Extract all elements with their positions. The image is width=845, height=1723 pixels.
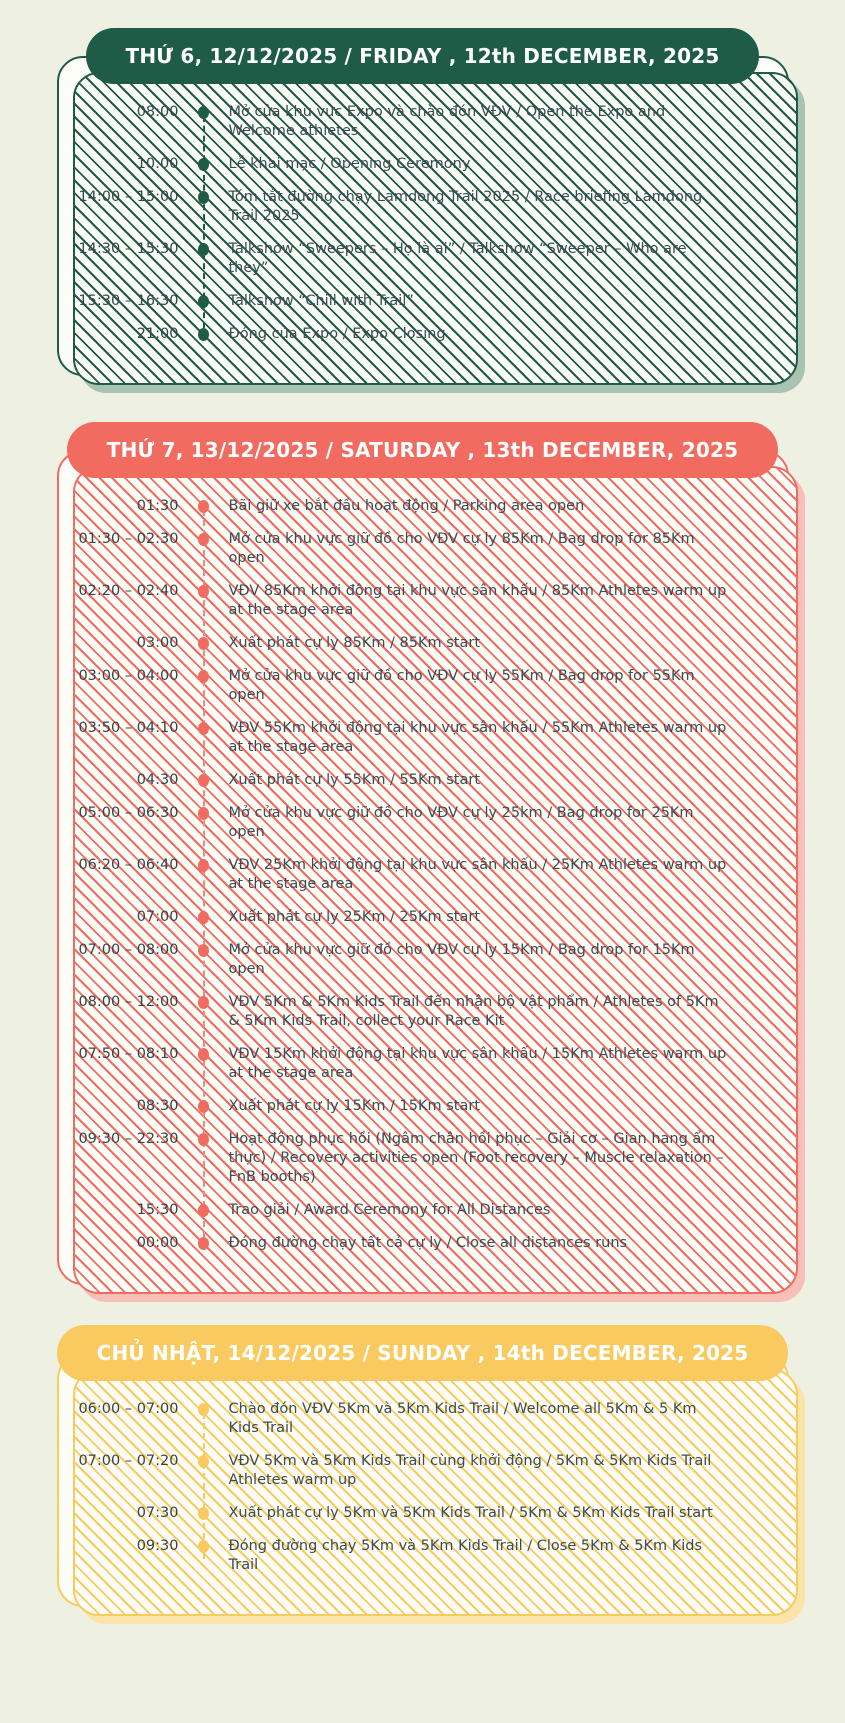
timeline: [59, 1399, 787, 1575]
event-description: VĐV 85Km khởi động tại khu vực sân khấu / 85Km Athletes warm up at the stage area: [228, 583, 727, 618]
event-time: 07:00 – 07:20: [78, 1453, 179, 1469]
timeline-dot-icon: [198, 1455, 209, 1468]
event-row: [59, 803, 787, 842]
event-time: 07:00: [136, 909, 179, 925]
event-description: Đóng đường chạy tất cả cự ly / Close all distances runs: [228, 1235, 628, 1251]
event-time: 06:00 – 07:00: [78, 1401, 179, 1417]
event-row: [59, 1129, 787, 1187]
event-description: Xuất phát cự ly 5Km và 5Km Kids Trail / 5Km & 5Km Kids Trail start: [228, 1505, 713, 1521]
event-description: Xuất phát cự ly 15Km / 15Km start: [228, 1098, 481, 1114]
event-marker: [179, 940, 229, 957]
day-card: [57, 1353, 789, 1607]
event-row: [59, 1536, 787, 1575]
event-marker: [179, 718, 229, 735]
timeline-dot-icon: [198, 859, 209, 872]
timeline-dot-icon: [198, 295, 209, 308]
event-description: Xuất phát cự ly 85Km / 85Km start: [228, 635, 481, 651]
day-card: [57, 56, 789, 376]
day-header-pill: [57, 1325, 789, 1381]
event-description: Chào đón VĐV 5Km và 5Km Kids Trail / Welcome all 5Km & 5 Km Kids Trail: [228, 1401, 697, 1436]
event-description: Xuất phát cự ly 55Km / 55Km start: [228, 772, 481, 788]
timeline-dot-icon: [198, 1540, 209, 1553]
timeline-dot-icon: [198, 500, 209, 513]
event-description: Talkshow “Sweepers – Họ là ai” / Talkshow “Sweeper – Who are they”: [228, 241, 687, 276]
event-time: 15:30 – 16:30: [78, 293, 179, 309]
event-marker: [179, 1096, 229, 1113]
event-description: Hoạt động phục hồi (Ngâm chân hồi phục – Giải cơ – Gian hang ẩm thực) / Recovery activities open (Foot recovery – Muscle relaxation – FnB booths): [228, 1131, 724, 1185]
event-row: [59, 855, 787, 894]
event-time: 03:50 – 04:10: [78, 720, 179, 736]
timeline-dot-icon: [198, 106, 209, 119]
event-time: 03:00: [136, 635, 179, 651]
timeline-dot-icon: [198, 1100, 209, 1113]
day-section-saturday: [57, 422, 789, 1285]
event-time: 08:30: [136, 1098, 179, 1114]
event-row: [59, 1200, 787, 1220]
event-description: VĐV 5Km & 5Km Kids Trail đến nhận bộ vật phẩm / Athletes of 5Km & 5Km Kids Trail, collect your Race Kit: [228, 994, 719, 1029]
timeline-dot-icon: [198, 328, 209, 341]
event-description: Mở cửa khu vực giữ đồ cho VĐV cự ly 55Km / Bag drop for 55Km open: [228, 668, 695, 703]
timeline-dot-icon: [198, 722, 209, 735]
timeline-dot-icon: [198, 158, 209, 171]
day-title: CHỦ NHẬT, 14/12/2025 / SUNDAY , 14th DECEMBER, 2025: [96, 1341, 749, 1365]
event-time: 00:00: [136, 1235, 179, 1251]
timeline: [59, 102, 787, 344]
event-description: Tóm tắt đường chạy Lamdong Trail 2025 / Race briefing Lamdong Trail 2025: [228, 189, 703, 224]
event-description: VĐV 15Km khởi động tại khu vực sân khấu / 15Km Athletes warm up at the stage area: [228, 1046, 727, 1081]
event-marker: [179, 496, 229, 513]
timeline-dot-icon: [198, 944, 209, 957]
event-row: [59, 770, 787, 790]
timeline-dot-icon: [198, 807, 209, 820]
timeline-dot-icon: [198, 585, 209, 598]
event-time: 09:30: [136, 1538, 179, 1554]
event-marker: [179, 291, 229, 308]
timeline-dot-icon: [198, 1507, 209, 1520]
event-row: [59, 907, 787, 927]
event-time: 08:00: [136, 104, 179, 120]
timeline-dot-icon: [198, 191, 209, 204]
event-marker: [179, 1200, 229, 1217]
event-marker: [179, 907, 229, 924]
event-time: 03:00 – 04:00: [78, 668, 179, 684]
timeline-dot-icon: [198, 533, 209, 546]
timeline-dot-icon: [198, 774, 209, 787]
event-description: Talkshow “Chill with Trail”: [228, 293, 414, 309]
event-row: [59, 187, 787, 226]
event-time: 07:50 – 08:10: [78, 1046, 179, 1062]
event-marker: [179, 1129, 229, 1146]
event-time: 21:00: [136, 326, 179, 342]
timeline-dot-icon: [198, 996, 209, 1009]
event-row: [59, 102, 787, 141]
event-row: [59, 633, 787, 653]
timeline-dot-icon: [198, 1237, 209, 1250]
timeline-dot-icon: [198, 1048, 209, 1061]
event-marker: [179, 992, 229, 1009]
schedule: [0, 28, 845, 1607]
event-description: Mở cửa khu vực giữ đồ cho VĐV cự ly 25km / Bag drop for 25Km open: [228, 805, 694, 840]
event-marker: [179, 154, 229, 171]
event-marker: [179, 1399, 229, 1416]
event-description: Đóng đường chạy 5Km và 5Km Kids Trail / Close 5Km & 5Km Kids Trail: [228, 1538, 703, 1573]
event-description: Đóng cửa Expo / Expo Closing: [228, 326, 446, 342]
event-description: VĐV 55Km khởi động tại khu vực sân khấu / 55Km Athletes warm up at the stage area: [228, 720, 727, 755]
event-marker: [179, 1451, 229, 1468]
event-marker: [179, 633, 229, 650]
event-marker: [179, 1503, 229, 1520]
event-time: 07:00 – 08:00: [78, 942, 179, 958]
event-marker: [179, 770, 229, 787]
event-description: VĐV 5Km và 5Km Kids Trail cùng khởi động / 5Km & 5Km Kids Trail Athletes warm up: [228, 1453, 712, 1488]
event-row: [59, 666, 787, 705]
event-row: [59, 239, 787, 278]
event-description: Trao giải / Award Ceremony for All Distances: [228, 1202, 551, 1218]
event-description: Bãi giữ xe bắt đầu hoạt động / Parking area open: [228, 498, 585, 514]
event-marker: [179, 239, 229, 256]
event-row: [59, 992, 787, 1031]
event-marker: [179, 187, 229, 204]
event-time: 14:00 – 15:00: [78, 189, 179, 205]
event-time: 01:30 – 02:30: [78, 531, 179, 547]
event-time: 02:20 – 02:40: [78, 583, 179, 599]
event-time: 04:30: [136, 772, 179, 788]
event-time: 07:30: [136, 1505, 179, 1521]
event-row: [59, 496, 787, 516]
event-time: 14:30 – 15:30: [78, 241, 179, 257]
day-header-pill: [67, 422, 778, 478]
event-row: [59, 529, 787, 568]
timeline-dot-icon: [198, 243, 209, 256]
event-row: [59, 1451, 787, 1490]
event-marker: [179, 855, 229, 872]
day-section-sunday: [57, 1325, 789, 1607]
event-marker: [179, 666, 229, 683]
event-time: 09:30 – 22:30: [78, 1131, 179, 1147]
event-description: Lễ khai mạc / Opening Ceremony: [228, 156, 471, 172]
event-marker: [179, 581, 229, 598]
event-row: [59, 324, 787, 344]
event-marker: [179, 1536, 229, 1553]
event-marker: [179, 1044, 229, 1061]
event-marker: [179, 324, 229, 341]
timeline-dot-icon: [198, 911, 209, 924]
event-row: [59, 1096, 787, 1116]
event-row: [59, 940, 787, 979]
day-section-friday: [57, 28, 789, 376]
event-time: 01:30: [136, 498, 179, 514]
event-row: [59, 718, 787, 757]
day-header-pill: [86, 28, 760, 84]
event-description: Mở cửa khu vực giữ đồ cho VĐV cự ly 15Km / Bag drop for 15Km open: [228, 942, 695, 977]
event-marker: [179, 102, 229, 119]
event-time: 15:30: [136, 1202, 179, 1218]
event-description: VĐV 25Km khởi động tại khu vực sân khấu / 25Km Athletes warm up at the stage area: [228, 857, 727, 892]
event-marker: [179, 529, 229, 546]
event-time: 05:00 – 06:30: [78, 805, 179, 821]
timeline-dot-icon: [198, 1403, 209, 1416]
event-time: 06:20 – 06:40: [78, 857, 179, 873]
timeline-dot-icon: [198, 670, 209, 683]
event-marker: [179, 1233, 229, 1250]
event-description: Xuất phát cự ly 25Km / 25Km start: [228, 909, 481, 925]
event-row: [59, 1233, 787, 1253]
event-marker: [179, 803, 229, 820]
event-row: [59, 1399, 787, 1438]
event-time: 10:00: [136, 156, 179, 172]
timeline-dot-icon: [198, 1204, 209, 1217]
day-title: THỨ 7, 13/12/2025 / SATURDAY , 13th DECEMBER, 2025: [106, 438, 739, 462]
event-time: 08:00 – 12:00: [78, 994, 179, 1010]
event-description: Mở cửa khu vực Expo và chào đón VĐV / Open the Expo and Welcome athletes: [228, 104, 666, 139]
event-row: [59, 581, 787, 620]
timeline-dot-icon: [198, 637, 209, 650]
event-row: [59, 1044, 787, 1083]
timeline-dot-icon: [198, 1133, 209, 1146]
event-row: [59, 1503, 787, 1523]
event-description: Mở cửa khu vực giữ đồ cho VĐV cự ly 85Km / Bag drop for 85Km open: [228, 531, 695, 566]
event-row: [59, 291, 787, 311]
day-title: THỨ 6, 12/12/2025 / FRIDAY , 12th DECEMBER, 2025: [125, 44, 720, 68]
day-card: [57, 450, 789, 1285]
event-row: [59, 154, 787, 174]
timeline: [59, 496, 787, 1253]
